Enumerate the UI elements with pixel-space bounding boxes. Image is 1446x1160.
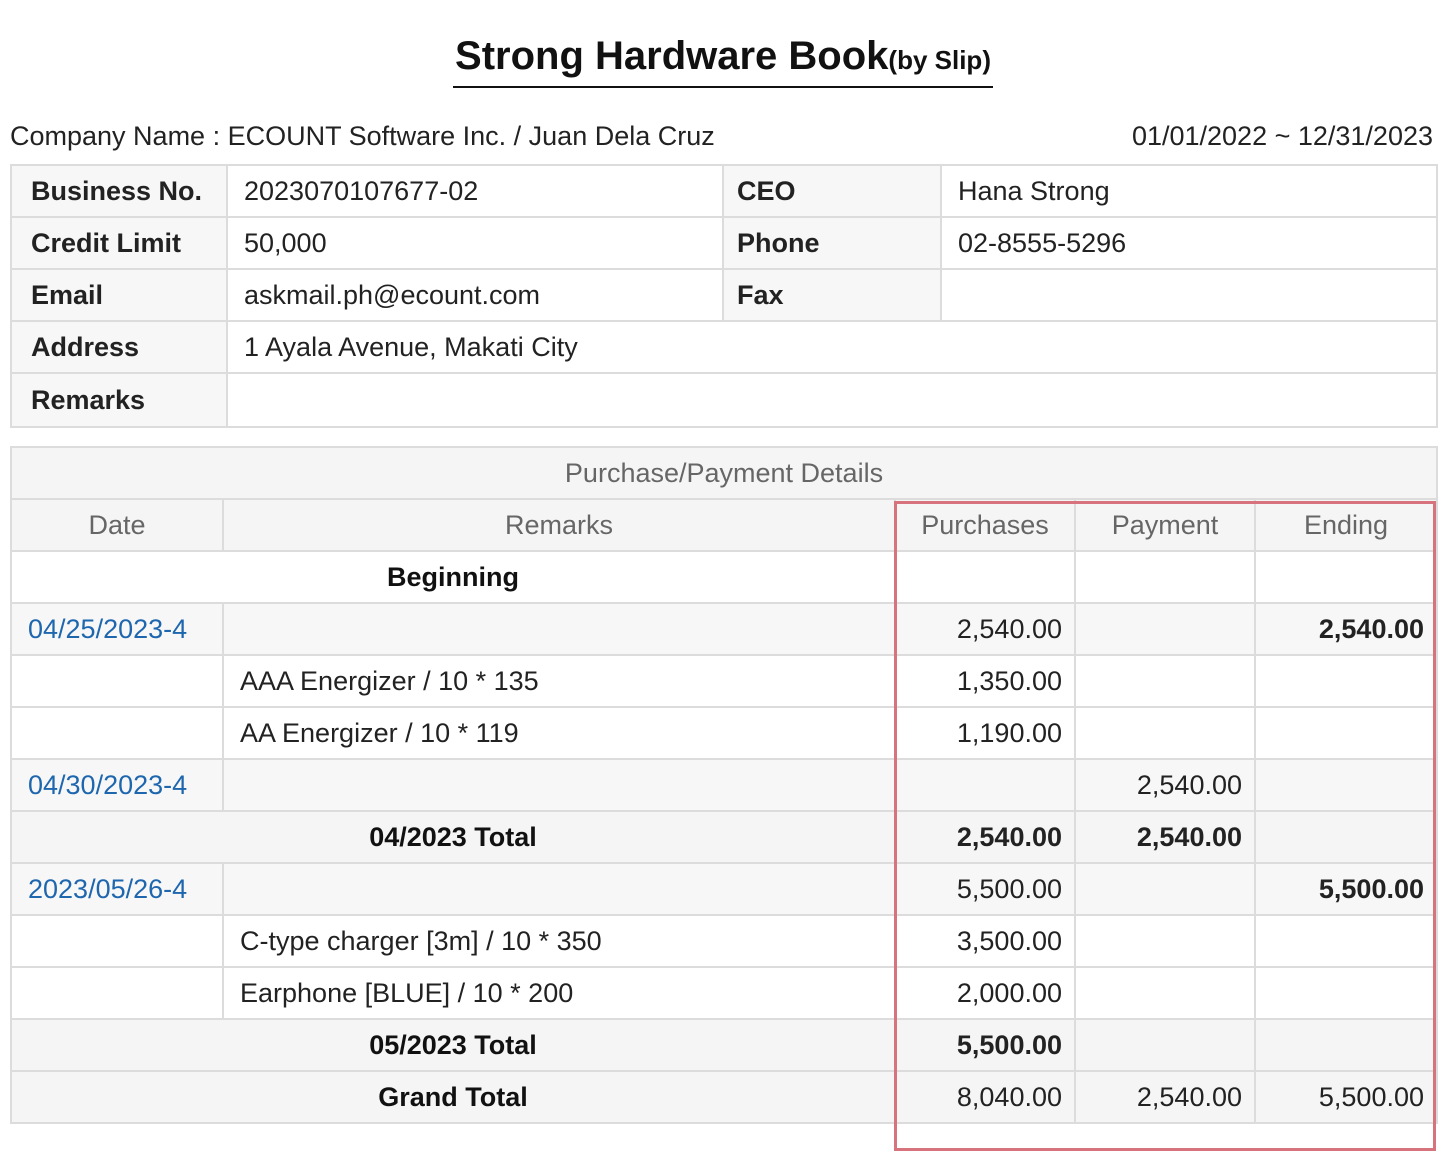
info-row-business (11, 165, 1437, 217)
row-date (11, 655, 223, 707)
col-header-payment[interactable]: Payment (1075, 499, 1255, 551)
table-row (11, 759, 1437, 811)
row-date (11, 967, 223, 1019)
row-ending (1255, 967, 1437, 1019)
address-label: Address (11, 321, 227, 373)
row-payment (1075, 863, 1255, 915)
row-date (11, 915, 223, 967)
subtotal-purchases: 5,500.00 (895, 1019, 1075, 1071)
remarks-label: Remarks (11, 373, 227, 427)
email-value: askmail.ph@ecount.com (227, 269, 723, 321)
row-ending (1255, 707, 1437, 759)
phone-value: 02-8555-5296 (941, 217, 1437, 269)
subtotal-purchases: 2,540.00 (895, 811, 1075, 863)
row-ending: 5,500.00 (1255, 863, 1437, 915)
row-purchases: 2,000.00 (895, 967, 1075, 1019)
beginning-purchases (895, 551, 1075, 603)
table-row (11, 655, 1437, 707)
slip-link[interactable]: 04/30/2023-4 (11, 759, 223, 811)
section-row (11, 447, 1437, 499)
address-value: 1 Ayala Avenue, Makati City (227, 321, 1437, 373)
subtotal-row (11, 1019, 1437, 1071)
row-payment (1075, 707, 1255, 759)
vendor-info-table (10, 164, 1438, 428)
subtotal-label: 04/2023 Total (11, 811, 895, 863)
row-remarks: AA Energizer / 10 * 119 (223, 707, 895, 759)
subtotal-row (11, 811, 1437, 863)
table-row (11, 603, 1437, 655)
page-title (453, 30, 993, 88)
date-range: 01/01/2022 ~ 12/31/2023 (1131, 121, 1433, 151)
row-remarks: AAA Energizer / 10 * 135 (223, 655, 895, 707)
row-payment (1075, 915, 1255, 967)
row-date (11, 707, 223, 759)
info-row-credit (11, 217, 1437, 269)
info-row-address (11, 321, 1437, 373)
row-purchases: 5,500.00 (895, 863, 1075, 915)
grand-total-ending: 5,500.00 (1255, 1071, 1437, 1123)
title-main: Strong Hardware Book (455, 34, 889, 78)
row-purchases: 3,500.00 (895, 915, 1075, 967)
title-wrap (0, 30, 1446, 88)
table-row (11, 967, 1437, 1019)
title-sub: (by Slip) (888, 45, 991, 75)
row-ending (1255, 915, 1437, 967)
col-header-date[interactable]: Date (11, 499, 223, 551)
company-name: Company Name : ECOUNT Software Inc. / Juan Dela Cruz (10, 121, 715, 151)
subtotal-ending (1255, 1019, 1437, 1071)
purchase-payment-table (10, 446, 1438, 1124)
row-remarks: Earphone [BLUE] / 10 * 200 (223, 967, 895, 1019)
credit-limit-label: Credit Limit (11, 217, 227, 269)
subtotal-payment: 2,540.00 (1075, 811, 1255, 863)
table-row (11, 707, 1437, 759)
row-ending (1255, 759, 1437, 811)
subtotal-label: 05/2023 Total (11, 1019, 895, 1071)
fax-value (941, 269, 1437, 321)
row-remarks: C-type charger [3m] / 10 * 350 (223, 915, 895, 967)
row-payment (1075, 603, 1255, 655)
business-no-label: Business No. (11, 165, 227, 217)
row-remarks (223, 863, 895, 915)
col-header-remarks[interactable]: Remarks (223, 499, 895, 551)
beginning-payment (1075, 551, 1255, 603)
row-ending: 2,540.00 (1255, 603, 1437, 655)
fax-label: Fax (723, 269, 941, 321)
beginning-ending (1255, 551, 1437, 603)
row-remarks (223, 603, 895, 655)
slip-link[interactable]: 04/25/2023-4 (11, 603, 223, 655)
row-remarks (223, 759, 895, 811)
info-row-remarks (11, 373, 1437, 427)
beginning-row (11, 551, 1437, 603)
business-no-value: 2023070107677-02 (227, 165, 723, 217)
row-payment (1075, 655, 1255, 707)
slip-link[interactable]: 2023/05/26-4 (11, 863, 223, 915)
row-payment: 2,540.00 (1075, 759, 1255, 811)
grand-total-purchases: 8,040.00 (895, 1071, 1075, 1123)
row-purchases: 1,350.00 (895, 655, 1075, 707)
header-row (11, 499, 1437, 551)
row-purchases (895, 759, 1075, 811)
email-label: Email (11, 269, 227, 321)
grand-total-row (11, 1071, 1437, 1123)
row-purchases: 1,190.00 (895, 707, 1075, 759)
beginning-label: Beginning (11, 551, 895, 603)
subtotal-ending (1255, 811, 1437, 863)
table-row (11, 915, 1437, 967)
ceo-value: Hana Strong (941, 165, 1437, 217)
row-purchases: 2,540.00 (895, 603, 1075, 655)
section-title: Purchase/Payment Details (11, 447, 1437, 499)
table-row (11, 863, 1437, 915)
col-header-ending[interactable]: Ending (1255, 499, 1437, 551)
ceo-label: CEO (723, 165, 941, 217)
subtotal-payment (1075, 1019, 1255, 1071)
phone-label: Phone (723, 217, 941, 269)
credit-limit-value: 50,000 (227, 217, 723, 269)
row-payment (1075, 967, 1255, 1019)
col-header-purchases[interactable]: Purchases (895, 499, 1075, 551)
row-ending (1255, 655, 1437, 707)
info-row-email (11, 269, 1437, 321)
remarks-value (227, 373, 1437, 427)
grand-total-label: Grand Total (11, 1071, 895, 1123)
grand-total-payment: 2,540.00 (1075, 1071, 1255, 1123)
